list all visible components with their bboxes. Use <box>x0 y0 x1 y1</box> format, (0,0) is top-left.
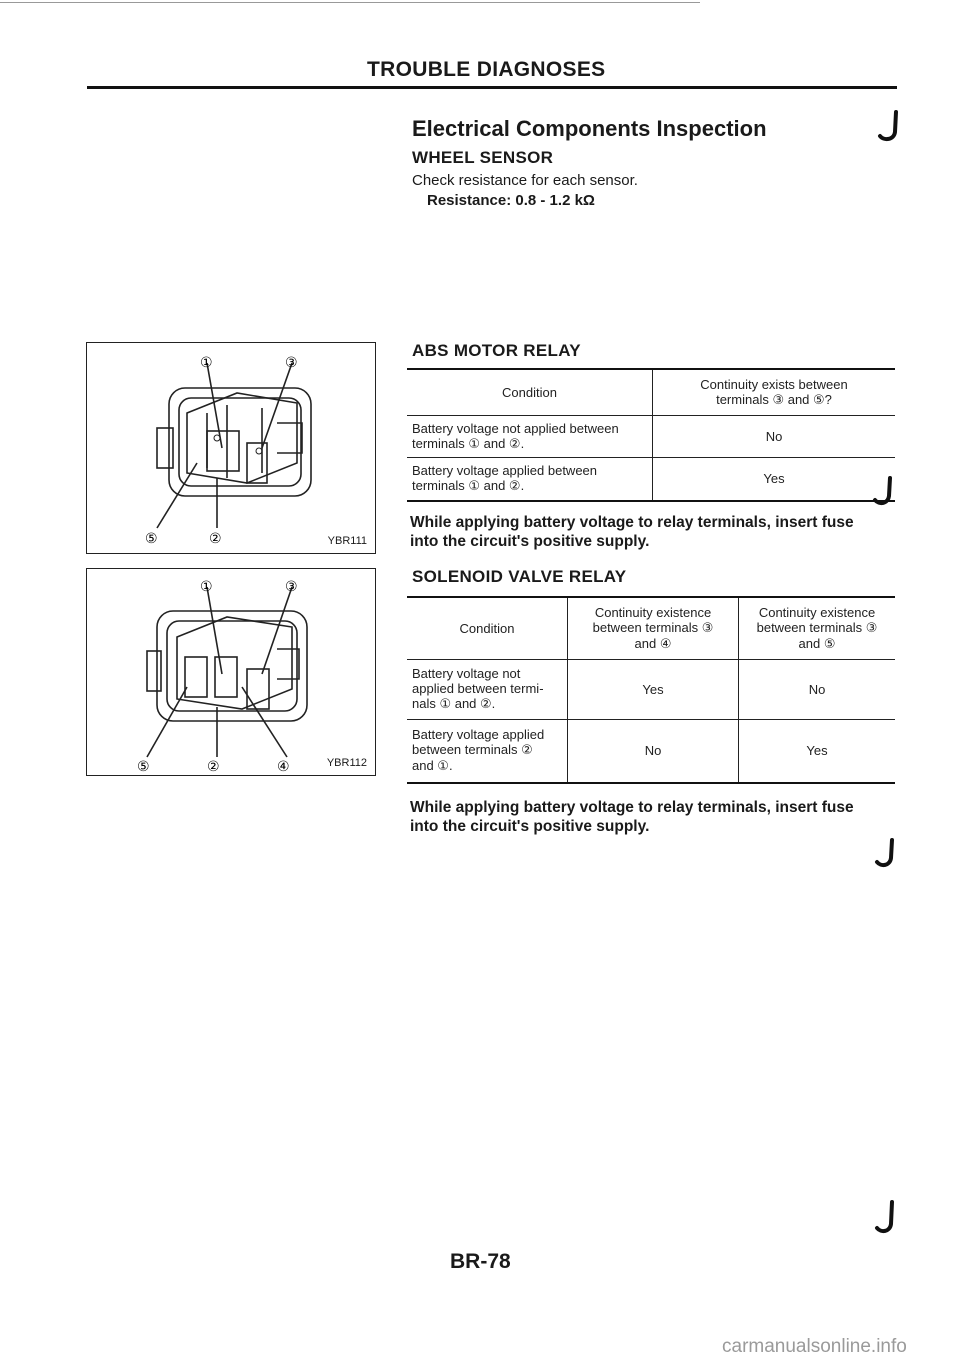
terminal-label: ② <box>207 759 220 775</box>
header-condition: Condition <box>407 369 653 415</box>
relay-figure-ybr112 <box>86 568 376 776</box>
note-line: into the circuit's positive supply. <box>410 818 650 835</box>
revision-mark-icon <box>870 836 904 872</box>
solenoid-valve-relay-note <box>410 798 900 836</box>
header-line: between terminals ③ <box>756 619 878 635</box>
cell-line: between terminals ② <box>412 742 533 758</box>
terminal-label: ④ <box>277 759 290 775</box>
header-continuity-3-4 <box>568 597 739 659</box>
terminal-label: ① <box>200 355 213 371</box>
wheel-sensor-spec: Resistance: 0.8 - 1.2 kΩ <box>427 192 595 209</box>
section-title: Electrical Components Inspection <box>412 116 767 141</box>
cell-line: terminals ① and ②. <box>412 478 525 494</box>
header-line: between terminals ③ <box>592 619 714 635</box>
table-row <box>407 659 895 719</box>
terminal-label: ② <box>209 531 222 547</box>
result-cell: Yes <box>653 457 896 501</box>
condition-cell <box>407 457 653 501</box>
header-line: Continuity exists between <box>700 376 848 392</box>
terminal-label: ⑤ <box>145 531 158 547</box>
header-condition: Condition <box>407 597 568 659</box>
solenoid-valve-relay-title: SOLENOID VALVE RELAY <box>412 567 627 586</box>
cell-line: applied between termi- <box>412 681 544 696</box>
cell-line: Battery voltage not <box>412 666 521 681</box>
header-line: terminals ③ and ⑤? <box>716 391 832 407</box>
cell-line: nals ① and ②. <box>412 696 496 711</box>
cell-line: and ①. <box>412 758 453 774</box>
header-continuity <box>653 369 896 415</box>
header-line: and ⑤ <box>798 635 836 651</box>
note-line: into the circuit's positive supply. <box>410 533 650 550</box>
relay-figure-ybr111 <box>86 342 376 554</box>
condition-cell <box>407 659 568 719</box>
header-line: and ④ <box>634 635 672 651</box>
condition-cell <box>407 719 568 783</box>
result-cell: Yes <box>568 659 739 719</box>
abs-motor-relay-table <box>407 368 895 502</box>
wheel-sensor-title: WHEEL SENSOR <box>412 148 554 167</box>
relay-diagram-1 <box>87 343 375 553</box>
header-rule <box>87 86 897 89</box>
revision-mark-icon <box>872 108 906 144</box>
result-cell: Yes <box>739 719 896 783</box>
page-number: BR-78 <box>450 1250 511 1273</box>
relay-diagram-2 <box>87 569 375 775</box>
page-header-title: TROUBLE DIAGNOSES <box>367 58 606 81</box>
site-watermark: carmanualsonline.info <box>722 1336 907 1357</box>
cell-line: Battery voltage applied <box>412 727 545 743</box>
result-cell: No <box>653 415 896 457</box>
note-line: While applying battery voltage to relay terminals, insert fuse <box>410 514 854 531</box>
header-line: Continuity existence <box>758 604 876 620</box>
solenoid-valve-relay-table <box>407 596 895 784</box>
figure-code: YBR111 <box>327 535 367 547</box>
table-row <box>407 415 895 457</box>
table-row <box>407 719 895 783</box>
revision-mark-icon <box>868 474 902 510</box>
terminal-label: ③ <box>285 579 298 595</box>
cell-line: terminals ① and ②. <box>412 435 525 451</box>
result-cell: No <box>739 659 896 719</box>
terminal-label: ③ <box>285 355 298 371</box>
terminal-label: ① <box>200 579 213 595</box>
figure-code: YBR112 <box>326 757 367 769</box>
abs-motor-relay-title: ABS MOTOR RELAY <box>412 341 581 360</box>
result-cell: No <box>568 719 739 783</box>
wheel-sensor-instruction: Check resistance for each sensor. <box>412 172 638 189</box>
abs-motor-relay-note <box>410 513 900 551</box>
header-continuity-3-5 <box>739 597 896 659</box>
cell-line: Battery voltage not applied between <box>412 420 619 436</box>
header-line: Continuity existence <box>594 604 712 620</box>
note-line: While applying battery voltage to relay terminals, insert fuse <box>410 799 854 816</box>
cell-line: Battery voltage applied between <box>412 463 598 479</box>
condition-cell <box>407 415 653 457</box>
terminal-label: ⑤ <box>137 759 150 775</box>
table-row <box>407 457 895 501</box>
top-border-rule <box>0 2 700 3</box>
revision-mark-icon <box>870 1198 904 1238</box>
